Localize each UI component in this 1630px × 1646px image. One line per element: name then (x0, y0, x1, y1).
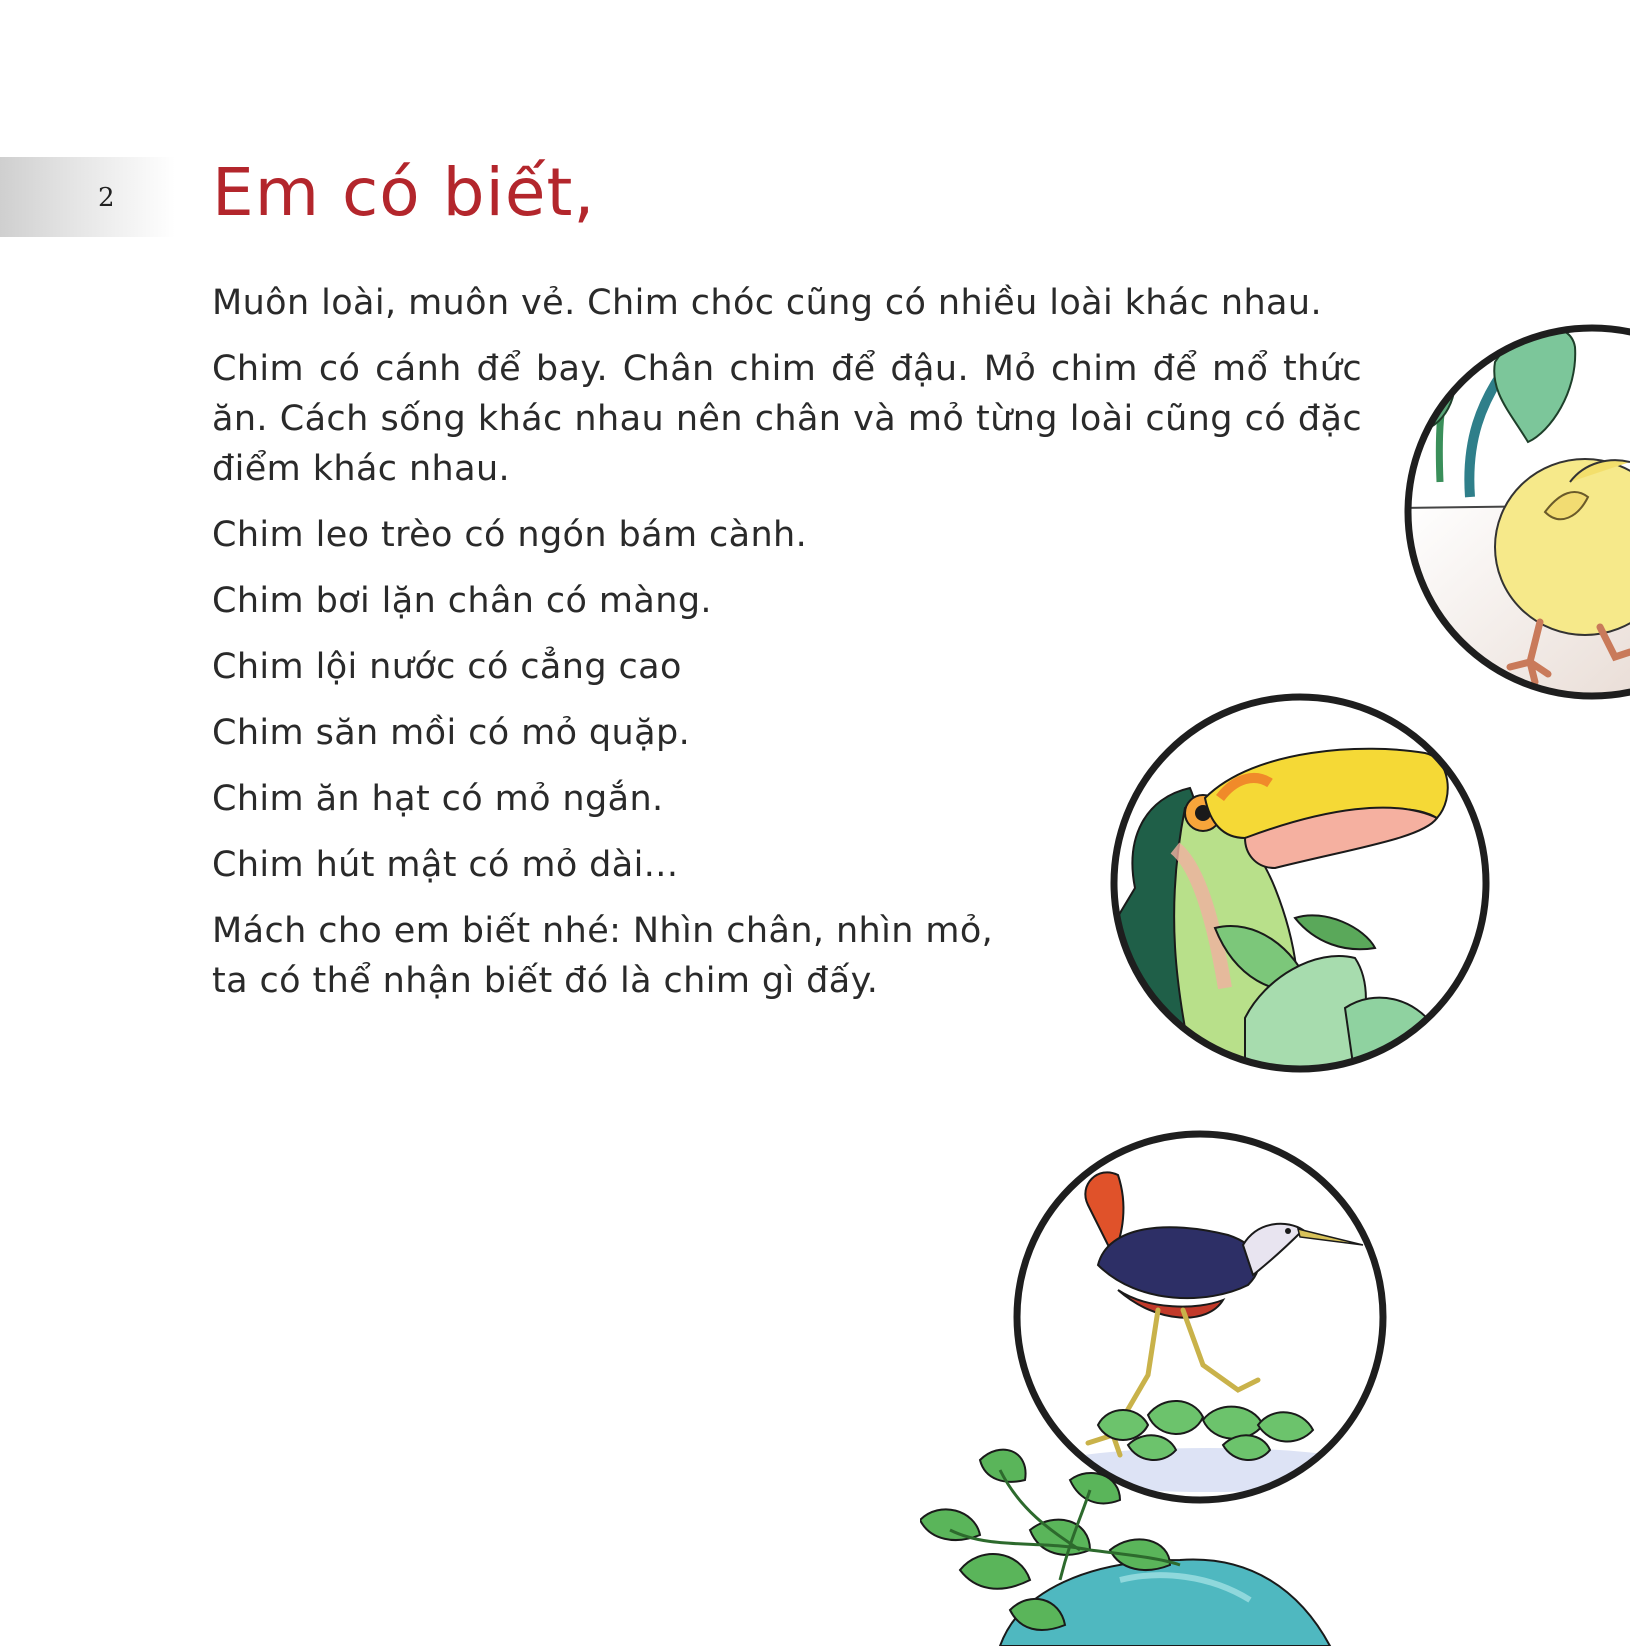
paragraph-intro: Muôn loài, muôn vẻ. Chim chóc cũng có nhiều loài khác nhau. (212, 283, 1323, 323)
paragraph-seed-eating-birds: Chim ăn hạt có mỏ ngắn. (212, 779, 664, 819)
paragraph-wading-birds: Chim lội nước có cẳng cao (212, 647, 682, 687)
page-number: 2 (98, 183, 115, 213)
leaves-water-illustration (920, 1440, 1420, 1646)
paragraph-climbing-birds: Chim leo trèo có ngón bám cành. (212, 515, 808, 555)
toucan-illustration (1105, 688, 1495, 1078)
paragraph-conclusion: Mách cho em biết nhé: Nhìn chân, nhìn mỏ, ta có thể nhận biết đó là chim gì đấy. (212, 911, 994, 1001)
paragraph-description: Chim có cánh để bay. Chân chim để đậu. Mỏ chim để mổ thức ăn. Cách sống khác nhau nên chân và mỏ từng loài cũng có đặc điểm khác nhau. (212, 349, 1362, 489)
paragraph-nectar-birds: Chim hút mật có mỏ dài... (212, 845, 679, 885)
page-number-tab (0, 157, 175, 237)
page-title: Em có biết, (212, 154, 596, 231)
paragraph-swimming-birds: Chim bơi lặn chân có màng. (212, 581, 712, 621)
duckling-illustration (1400, 322, 1630, 712)
paragraph-birds-of-prey: Chim săn mồi có mỏ quặp. (212, 713, 691, 753)
